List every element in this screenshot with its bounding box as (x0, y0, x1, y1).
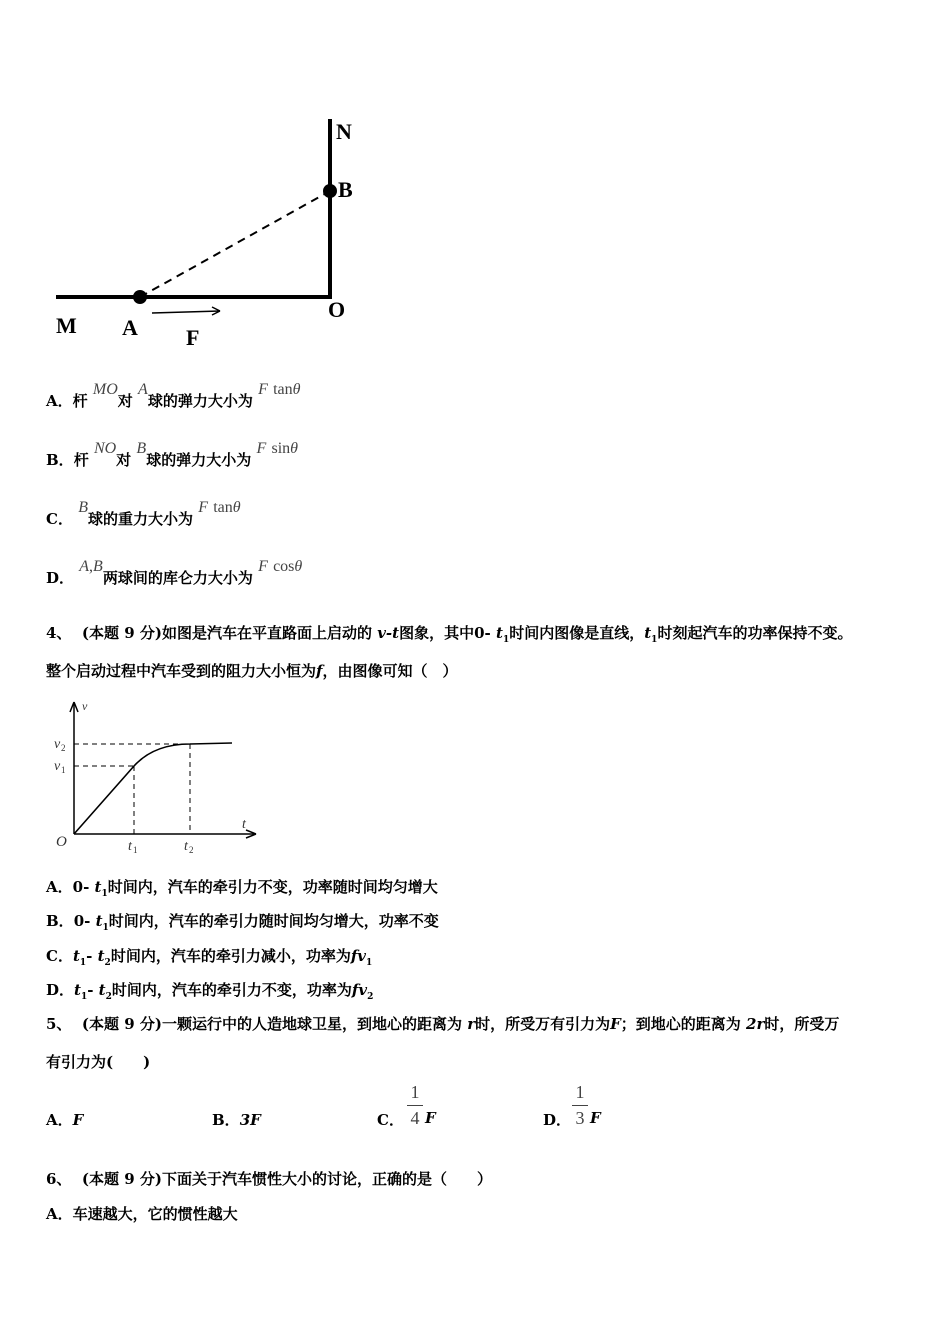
label-a: A (122, 315, 138, 340)
label-o: O (328, 297, 346, 322)
q4-stem-line1: 4、 (本题 9 分)如图是汽车在平直路面上启动的 v-t图象，其中0- $t_1$时间内图像是直线，$t_1$时刻起汽车的功率保持不变。 (46, 624, 853, 645)
q5-option-d-value: F (590, 1109, 601, 1127)
graph-sub-v2: 2 (61, 743, 66, 753)
graph-label-v1: v (54, 759, 61, 774)
q6-option-a: A．车速越大，它的惯性越大 (46, 1205, 238, 1223)
q6-stem: 6、 (本题 9 分)下面关于汽车惯性大小的讨论，正确的是（ ） (46, 1170, 492, 1188)
q5-option-b: B．3F (212, 1111, 261, 1129)
q4-option-d: D．$t_1-$ $t_2$时间内，汽车的牵引力不变，功率为$fv_2$ (46, 981, 374, 1002)
force-arrow (152, 311, 220, 313)
q5-option-a: A．F (46, 1111, 84, 1129)
q3-option-a: A．杆 MO对 A球的弹力大小为 F tanθ (46, 381, 301, 410)
ball-a (133, 290, 147, 304)
graph-label-t2: t (184, 839, 188, 854)
graph-label-v: v (82, 699, 88, 713)
q5-option-c: C． (377, 1111, 404, 1129)
graph-label-t: t (242, 817, 246, 832)
label-m: M (56, 313, 77, 338)
q3-option-c: C． B球的重力大小为 F tanθ (46, 499, 241, 528)
label-b: B (338, 177, 353, 202)
q5-stem-line2: 有引力为( ) (46, 1053, 151, 1071)
rod-ball-diagram (40, 105, 380, 355)
ball-b (323, 184, 337, 198)
vt-graph (48, 698, 268, 858)
q5-option-d-fraction: 1 3 (572, 1082, 588, 1129)
graph-sub-v1: 1 (61, 765, 66, 775)
q4-option-c: C．$t_1-$ $t_2$时间内，汽车的牵引力减小，功率为$fv_1$ (46, 947, 373, 968)
q4-stem-line2: 整个启动过程中汽车受到的阻力大小恒为f，由图像可知（ ） (46, 662, 458, 680)
graph-label-t1: t (128, 839, 132, 854)
graph-sub-t2: 2 (189, 845, 194, 855)
vt-curve (74, 743, 232, 834)
graph-sub-t1: 1 (133, 845, 138, 855)
label-n: N (336, 119, 352, 144)
q5-option-c-value: F (425, 1109, 436, 1127)
q5-option-d: D． (543, 1111, 572, 1129)
q5-stem-line1: 5、 (本题 9 分)一颗运行中的人造地球卫星，到地心的距离为 r时，所受万有引力为F；到地心的距离为 2r时，所受万 (46, 1015, 840, 1033)
q3-option-d: D． A,B两球间的库仑力大小为 F cosθ (46, 558, 303, 587)
label-f: F (186, 325, 200, 350)
q5-option-c-fraction: 1 4 (407, 1082, 423, 1129)
q4-option-a: A．0- $t_1$时间内，汽车的牵引力不变，功率随时间均匀增大 (46, 878, 438, 899)
dashed-ab (140, 191, 330, 297)
graph-label-o: O (56, 834, 67, 850)
graph-label-v2: v (54, 737, 61, 752)
q4-option-b: B．0- $t_1$时间内，汽车的牵引力随时间均匀增大，功率不变 (46, 912, 439, 933)
q3-option-b: B．杆 NO对 B球的弹力大小为 F sinθ (46, 440, 298, 469)
